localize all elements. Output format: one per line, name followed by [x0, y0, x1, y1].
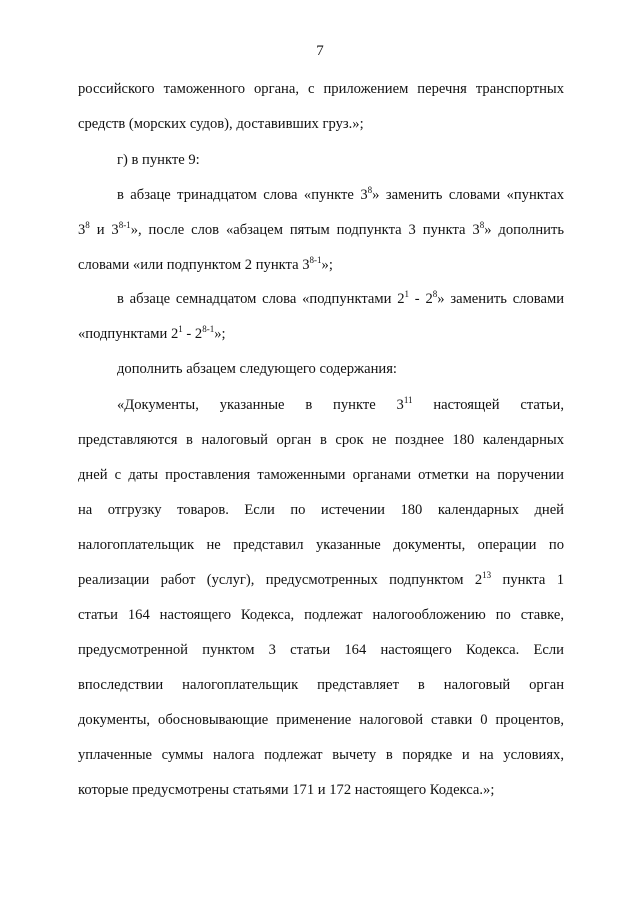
text-line: статьи 164 настоящего Кодекса, подлежат налогообложению по ставке,	[78, 607, 564, 623]
text-line: на отгрузку товаров. Если по истечении 180 календарных дней	[78, 502, 564, 518]
text-line: в абзаце семнадцатом слова «подпунктами $2^1 - 2^8$» заменить словами	[117, 289, 565, 307]
superscript: 11	[403, 395, 413, 405]
superscript: 8-1	[118, 220, 131, 230]
text-line: российского таможенного органа, с приложением перечня транспортных	[78, 81, 564, 97]
superscript: 13	[482, 570, 492, 580]
text-line: средств (морских судов), доставивших груз.»;	[78, 116, 364, 132]
text-line: реализации работ (услуг), предусмотренных подпунктом $2^{13}$ пункта 1	[78, 570, 564, 588]
text-line: г) в пункте 9:	[117, 152, 200, 168]
text-line: предусмотренной пунктом 3 статьи 164 настоящего Кодекса. Если	[78, 642, 564, 658]
text-line: представляются в налоговый орган в срок не позднее 180 календарных	[78, 432, 564, 448]
text-line: которые предусмотрены статьями 171 и 172 настоящего Кодекса.»;	[78, 782, 495, 798]
page-number: 7	[316, 43, 324, 59]
superscript: 8	[367, 185, 373, 195]
superscript: 8-1	[309, 255, 322, 265]
superscript: 1	[404, 289, 410, 299]
text-line: «подпунктами $2^1 - 2^{8-1}$»;	[78, 324, 226, 342]
superscript: 8	[432, 289, 438, 299]
text-line: словами «или подпунктом 2 пункта 3$^{8-1}$»;	[78, 255, 333, 273]
text-line: документы, обосновывающие применение налоговой ставки 0 процентов,	[78, 712, 564, 728]
superscript: 8	[85, 220, 90, 230]
text-line: «Документы, указанные в пункте $3^{11}$ настоящей статьи,	[117, 395, 564, 413]
text-line: $3^8$ и 3$^{8-1}$», после слов «абзацем пятым подпункта 3 пункта $3^8$» дополнить	[78, 220, 564, 238]
text-line: уплаченные суммы налога подлежат вычету в порядке и на условиях,	[78, 747, 564, 763]
text-line: впоследствии налогоплательщик представляет в налоговый орган	[78, 677, 564, 693]
text-line: налогоплательщик не представил указанные документы, операции по	[78, 537, 564, 553]
superscript: 1	[178, 324, 183, 334]
text-line: в абзаце тринадцатом слова «пункте $3^8$» заменить словами «пунктах	[117, 185, 564, 203]
text-line: дополнить абзацем следующего содержания:	[117, 361, 397, 377]
text-line: дней с даты проставления таможенными органами отметки на поручении	[78, 467, 564, 483]
superscript: 8-1	[202, 324, 215, 334]
superscript: 8	[479, 220, 485, 230]
